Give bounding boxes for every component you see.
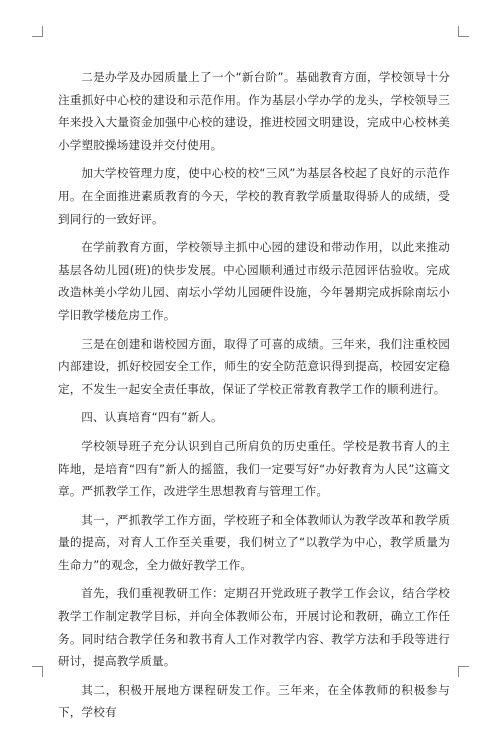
section-heading: 四、认真培育“四有”新人。 — [81, 410, 223, 425]
paragraph: 学校领导班子充分认识到自己所肩负的历史重任。学校是教书育人的主阵地，是培育“四有”新人的摇篮，我们一定要写好“办好教育为人民”这篇文章。严抓教学工作，改进学生思想教育与管理工作。 — [58, 438, 450, 499]
paragraph: 首先，我们重视教研工作：定期召开党政班子教学工作会议，结合学校教学工作制定教学目标，并向全体教师公布，开展讨论和教研，确立工作任务。同时结合教学任务和教书育人工作对教学内容、教学方法和手段等进行研讨，提高教学质量。 — [58, 586, 450, 669]
crop-mark-top-right — [458, 26, 469, 37]
document-body — [58, 66, 450, 730]
crop-mark-bottom-right — [458, 666, 469, 677]
paragraph: 其二，积极开展地方课程研发工作。三年来，在全体教师的积极参与下，学校有 — [58, 682, 450, 720]
paragraph: 三是在创建和谐校园方面，取得了可喜的成绩。三年来，我们注重校园内部建设，抓好校园安全工作，师生的安全防范意识得到提高，校园安定稳定，不发生一起安全责任事故，保证了学校正常教育教学工作的顺利进行。 — [58, 336, 450, 396]
paragraph: 二是办学及办园质量上了一个“新台阶”。基础教育方面，学校领导十分注重抓好中心校的建设和示范作用。作为基层小学办学的龙头，学校领导三年来投入大量资金加强中心校的建设，推进校园文明建设，完成中心校林美小学塑胶操场建设并交付使用。 — [58, 70, 450, 152]
paragraph: 加大学校管理力度，使中心校的校“三风”为基层各校起了良好的示范作用。在全面推进素质教育的今天，学校的教育教学质量取得骄人的成绩，受到同行的一致好评。 — [58, 166, 450, 226]
crop-mark-top-left — [32, 26, 43, 37]
crop-mark-bottom-left — [32, 666, 43, 677]
paragraph: 在学前教育方面，学校领导主抓中心园的建设和带动作用，以此来推动基层各幼儿园(班)的快步发展。中心园顺利通过市级示范园评估验收。完成改造林美小学幼儿园、南坛小学幼儿园硬件设施，今年暑期完成拆除南坛小学旧教学楼危房工作。 — [58, 240, 450, 322]
paragraph: 其一，严抓教学工作方面，学校班子和全体教师认为教学改革和教学质量的提高，对育人工作至关重要，我们树立了“以教学为中心，教学质量为生命力”的观念，全力做好教学工作。 — [58, 512, 450, 572]
